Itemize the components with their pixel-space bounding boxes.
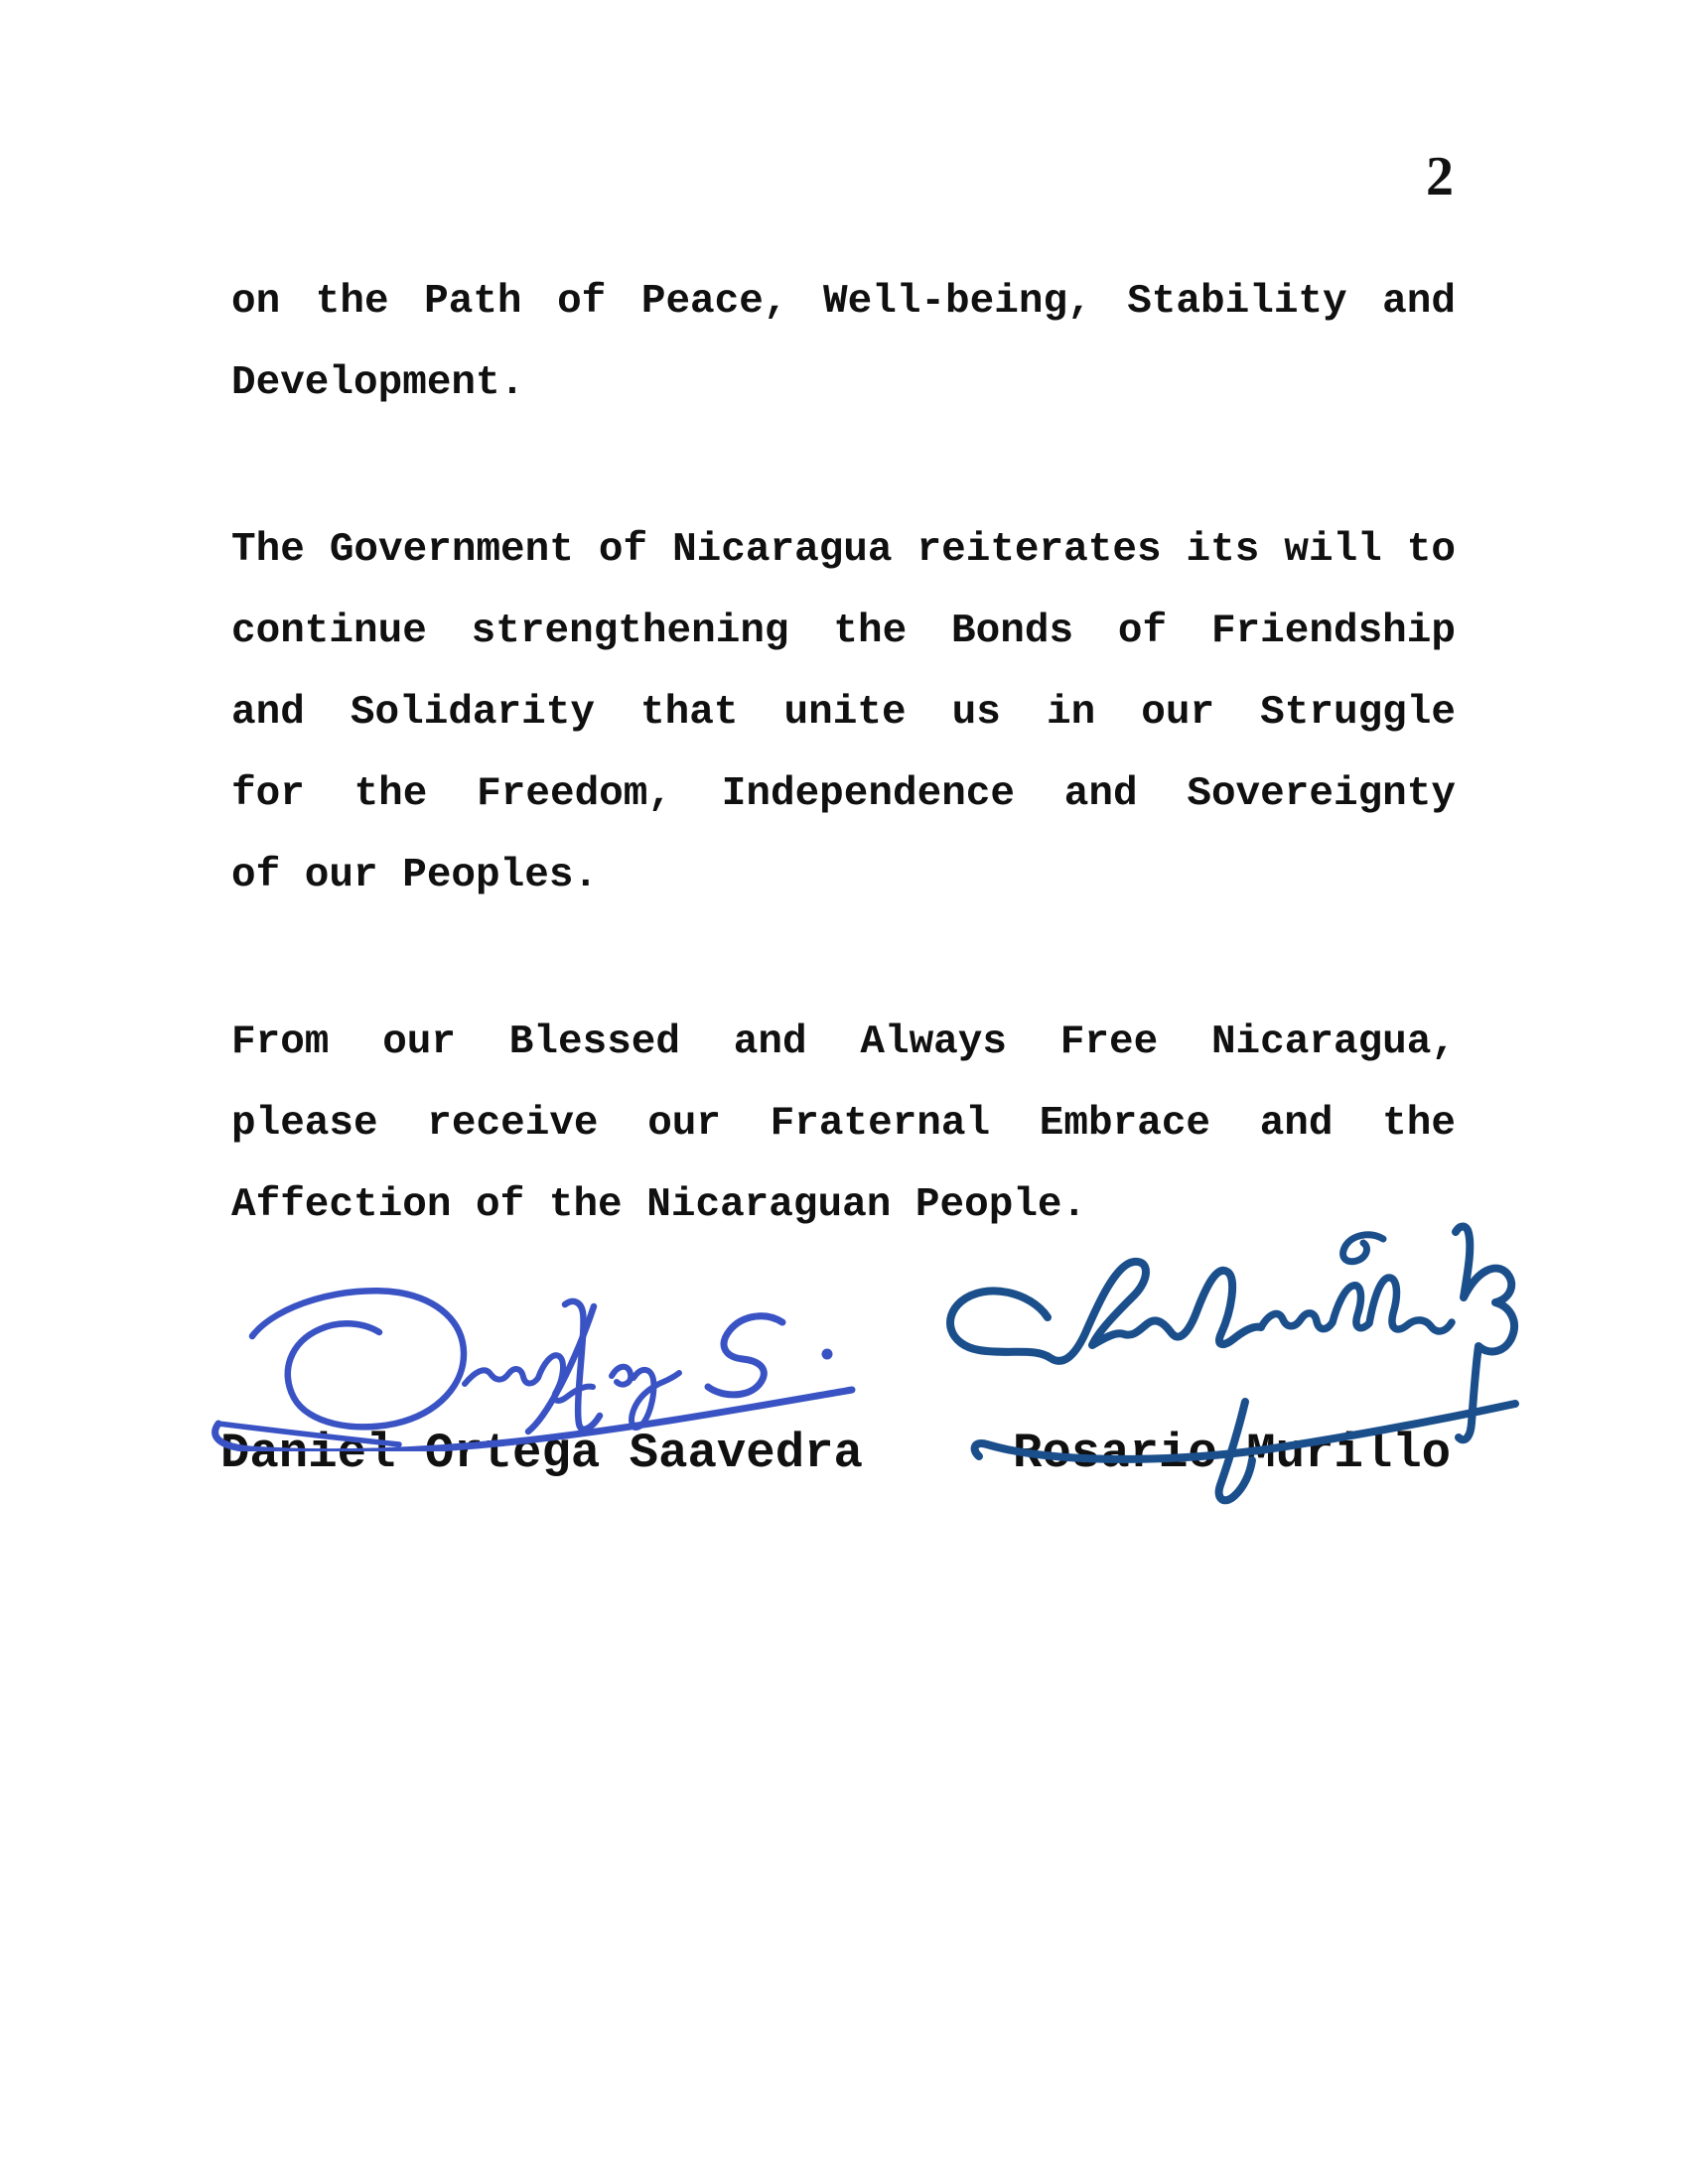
ortega-signature-dot: [822, 1349, 833, 1360]
signer-name-daniel-ortega-saavedra: Daniel Ortega Saavedra: [220, 1426, 863, 1481]
signature-block: [0, 1426, 1688, 1495]
page-number: 2: [1426, 146, 1454, 207]
ortega-signature-stroke: [465, 1355, 593, 1401]
paragraph-1: [231, 261, 1456, 424]
text-line: and Solidarity that unite us in our Struggle: [231, 690, 1456, 736]
text-line: The Government of Nicaragua reiterates its will to: [231, 527, 1456, 573]
text-line: continue strengthening the Bonds of Friendship: [231, 609, 1456, 654]
paragraph-2: [231, 509, 1456, 916]
paragraph-3: [231, 1002, 1456, 1246]
text-line: From our Blessed and Always Free Nicaragua,: [231, 1020, 1456, 1065]
text-line: for the Freedom, Independence and Sovereignty: [231, 771, 1456, 817]
text-line: Affection of the Nicaraguan People.: [231, 1182, 1087, 1228]
ortega-signature-stroke: [612, 1367, 679, 1428]
text-line: on the Path of Peace, Well-being, Stability and: [231, 279, 1456, 325]
signer-name-rosario-murillo: Rosario Murillo: [1013, 1426, 1452, 1481]
text-line: Development.: [231, 360, 525, 406]
text-line: of our Peoples.: [231, 853, 599, 898]
letter-body: [231, 261, 1456, 1331]
text-line: please receive our Fraternal Embrace and the: [231, 1101, 1456, 1147]
murillo-signature-stroke: [1456, 1227, 1514, 1440]
